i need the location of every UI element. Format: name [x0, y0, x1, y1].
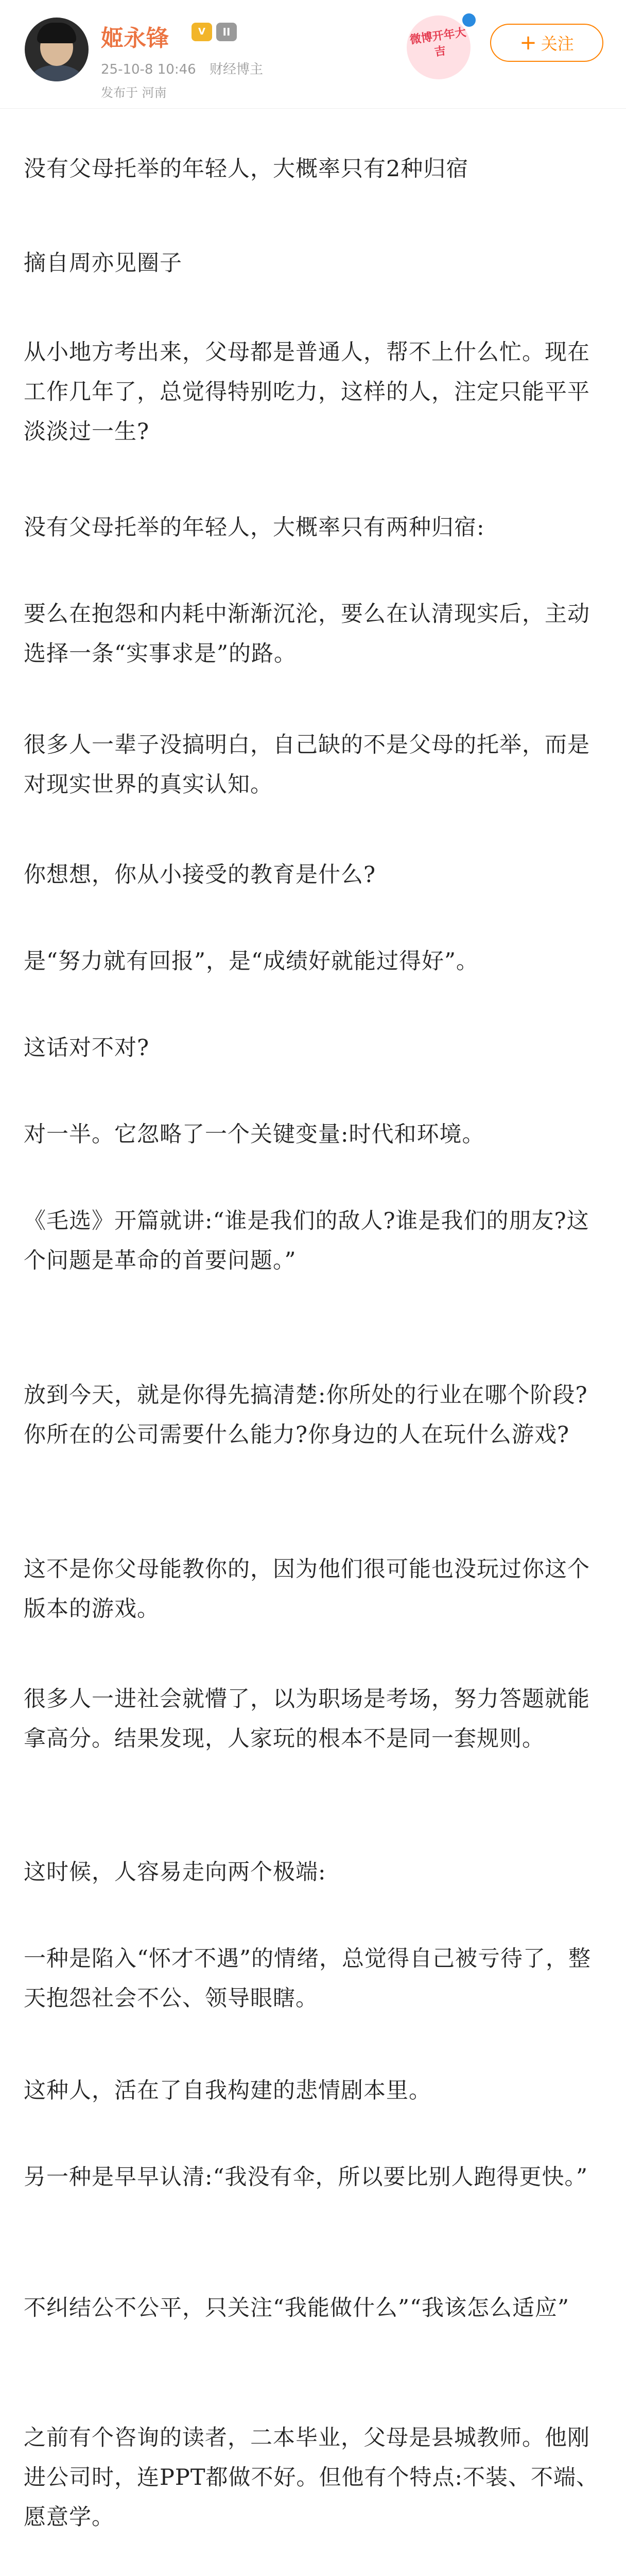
- post-paragraph: 从小地方考出来，父母都是普通人，帮不上什么忙。现在工作几年了，总觉得特别吃力，这样的人，注定只能平平淡淡过一生?: [24, 340, 590, 445]
- author-name[interactable]: 姬永锋: [101, 25, 169, 52]
- post-paragraph: 之前有个咨询的读者，二本毕业，父母是县城教师。他刚进公司时，连PPT都做不好。但他有个特点:不装、不端、愿意学。: [24, 2425, 599, 2530]
- post-paragraph: 一种是陷入“怀才不遇”的情绪，总觉得自己被亏待了，整天抱怨社会不公、领导眼瞎。: [24, 1946, 591, 2011]
- post-paragraph: 摘自周亦见圈子: [24, 250, 182, 276]
- level-badge-icon: II: [216, 23, 237, 41]
- post-paragraph: 没有父母托举的年轻人，大概率只有两种归宿:: [24, 515, 485, 540]
- post-paragraph: 放到今天，就是你得先搞清楚:你所处的行业在哪个阶段?你所在的公司需要什么能力?你身边的人在玩什么游戏?: [24, 1382, 588, 1448]
- follow-button[interactable]: [490, 24, 603, 62]
- author-source: 财经博主: [209, 62, 263, 77]
- post-paragraph: 对一半。它忽略了一个关键变量:时代和环境。: [24, 1122, 485, 1147]
- avatar-hair-shape: [37, 23, 76, 43]
- avatar-body-shape: [30, 65, 83, 81]
- author-avatar[interactable]: [25, 18, 89, 81]
- post-paragraph: 不纠结公不公平，只关注“我能做什么”“我该怎么适应”: [24, 2295, 569, 2321]
- post-paragraph: 这话对不对?: [24, 1035, 150, 1061]
- post-time: 25-10-8 10:46: [101, 62, 196, 77]
- follow-label: 关注: [541, 34, 574, 54]
- post-paragraph: 这不是你父母能教你的，因为他们很可能也没玩过你这个版本的游戏。: [24, 1556, 590, 1622]
- post-header: [0, 0, 626, 109]
- post-paragraph: 要么在抱怨和内耗中渐渐沉沦，要么在认清现实后，主动选择一条“实事求是”的路。: [24, 601, 590, 667]
- post-paragraph: 是“努力就有回报”，是“成绩好就能过得好”。: [24, 948, 479, 974]
- post-paragraph: 《毛选》开篇就讲:“谁是我们的敌人?谁是我们的朋友?这个问题是革命的首要问题。”: [24, 1208, 589, 1274]
- post-meta: [101, 59, 272, 78]
- post-paragraph: 这种人，活在了自我构建的悲情剧本里。: [24, 2078, 431, 2104]
- post-paragraph: 很多人一辈子没搞明白，自己缺的不是父母的托举，而是对现实世界的真实认知。: [24, 732, 590, 798]
- post-paragraph: 你想想，你从小接受的教育是什么?: [24, 862, 376, 888]
- post-paragraph: 另一种是早早认清:“我没有伞，所以要比别人跑得更快。”: [24, 2164, 588, 2190]
- post-paragraph: 很多人一进社会就懵了，以为职场是考场，努力答题就能拿高分。结果发现，人家玩的根本不是同一套规则。: [24, 1686, 590, 1752]
- post-paragraph: 这时候，人容易走向两个极端:: [24, 1859, 326, 1885]
- plus-icon: +: [519, 31, 537, 55]
- promo-sticker[interactable]: [402, 8, 479, 86]
- post-paragraph: 没有父母托举的年轻人，大概率只有2种归宿: [24, 156, 469, 182]
- verified-badge-icon: V: [192, 23, 212, 41]
- promo-text: 微博开年大吉: [409, 26, 467, 59]
- post-location: 发布于 河南: [101, 86, 167, 100]
